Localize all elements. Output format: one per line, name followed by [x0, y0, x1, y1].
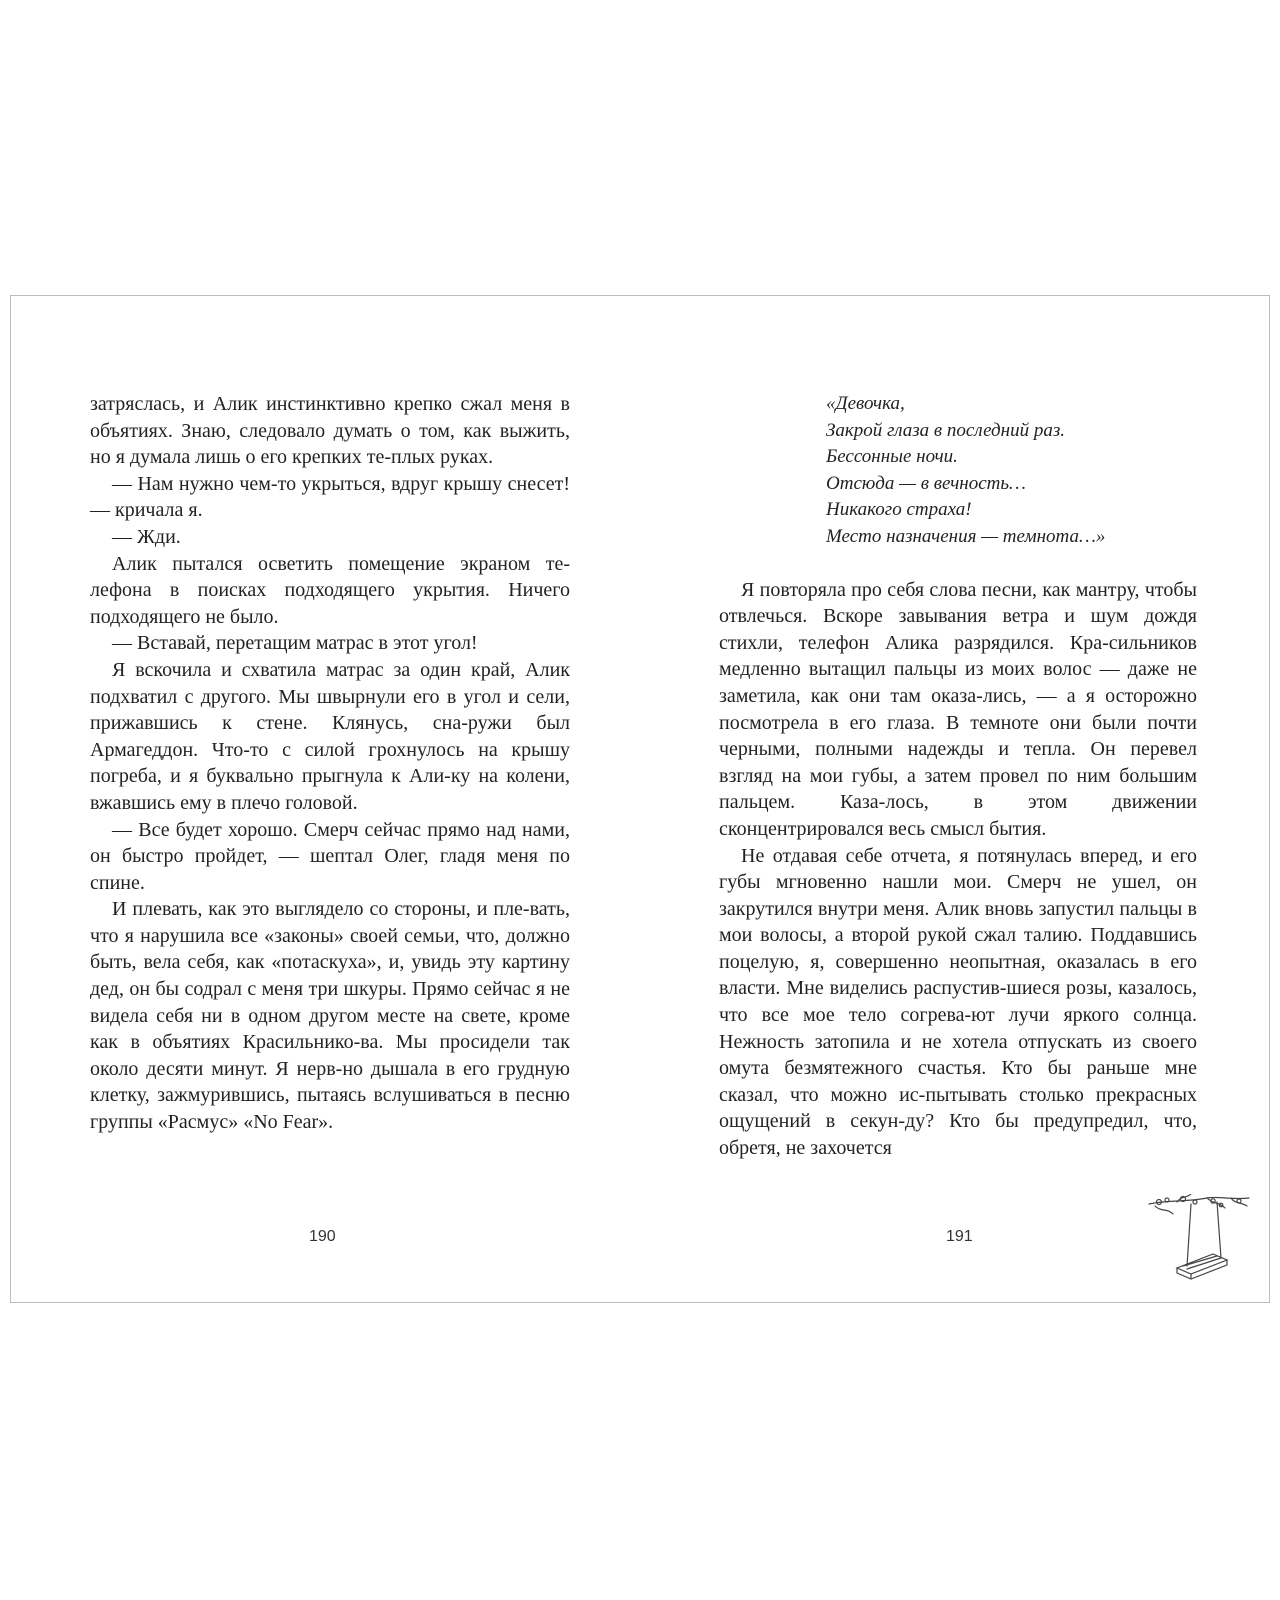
left-page-text: [90, 391, 570, 1136]
lyric-line: «Девочка,: [826, 393, 905, 414]
paragraph: — Вставай, перетащим матрас в этот угол!: [112, 632, 478, 655]
paragraph: — Жди.: [112, 525, 181, 548]
paragraph: затряслась, и Алик инстинктивно крепко сжал меня в объятиях. Знаю, следовало думать о том, как выжить, но я думала лишь о его крепких те-плых руках.: [90, 393, 570, 469]
paragraph: И плевать, как это выглядело со стороны, и пле-вать, что я нарушила все «законы» своей семьи, что, должно быть, вела себя, как «потаскуха», и, увидь эту картину дед, он бы содрал с меня три шкуры. Прямо сейчас я не видела себя ни в одном другом месте на свете, кроме как в объятиях Красильнико-ва. Мы просидели так около десяти минут. Я нерв-но дышала в его грудную клетку, зажмурившись, пытаясь вслушиваться в песню группы «Расмус» «No Fear».: [90, 898, 570, 1134]
page-number-left: 190: [309, 1228, 336, 1245]
song-lyrics: [826, 391, 1197, 551]
lyric-line: Место назначения — темнота…»: [826, 525, 1106, 547]
page-number-right: 191: [946, 1228, 973, 1245]
stanza-gap: [719, 551, 1197, 577]
paragraph: Не отдавая себе отчета, я потянулась вперед, и его губы мгновенно нашли мои. Смерч не ушел, он закрутился внутри меня. Алик вновь запустил пальцы в мои волосы, а второй рукой сжал талию. Поддавшись поцелую, я, совершенно неопытная, оказалась в его власти. Мне виделись распустив-шиеся розы, казалось, что все мое тело согрева-ют лучи яркого солнца. Нежность затопила и не хотела отпускать из своего омута безмятежного счастья. Кто бы раньше мне сказал, что можно ис-пытывать столько прекрасных ощущений в секун-ду? Кто бы предупредил, что, обретя, не захочется: [719, 844, 1197, 1160]
paragraph: — Все будет хорошо. Смерч сейчас прямо над нами, он быстро пройдет, — шептал Олег, гладя меня по спине.: [90, 818, 570, 894]
right-page-text: [719, 391, 1197, 1162]
paragraph: — Нам нужно чем-то укрыться, вдруг крышу снесет! — кричала я.: [90, 472, 570, 522]
lyric-line: Отсюда — в вечность…: [826, 472, 1026, 494]
lyric-line: Закрой глаза в последний раз.: [826, 419, 1065, 441]
paragraph: Я вскочила и схватила матрас за один край, Алик подхватил с другого. Мы швырнули его в угол и сели, прижавшись к стене. Клянусь, сна-ружи был Армагеддон. Что-то с силой грохнулось на крышу погреба, и я буквально прыгнула к Али-ку на колени, вжавшись ему в плечо головой.: [90, 658, 570, 814]
paragraph: Алик пытался осветить помещение экраном те-лефона в поисках подходящего укрытия. Ничего подходящего не было.: [90, 552, 570, 628]
paragraph: Я повторяла про себя слова песни, как мантру, чтобы отвлечься. Вскоре завывания ветра и шум дождя стихли, телефон Алика разрядился. Кра-сильников медленно вытащил пальцы из моих волос — даже не заметила, как они там оказа-лись, — а я осторожно посмотрела в его глаза. В темноте они были почти черными, полными надежды и тепла. Он перевел взгляд на мои губы, а затем провел по ним большим пальцем. Каза-лось, в этом движении сконцентрировался весь смысл бытия.: [719, 578, 1197, 840]
lyric-line: Бессонные ночи.: [826, 446, 958, 468]
tree-swing-icon: [1147, 1194, 1251, 1286]
book-spread: [10, 295, 1270, 1303]
lyric-line: Никакого страха!: [826, 499, 972, 521]
